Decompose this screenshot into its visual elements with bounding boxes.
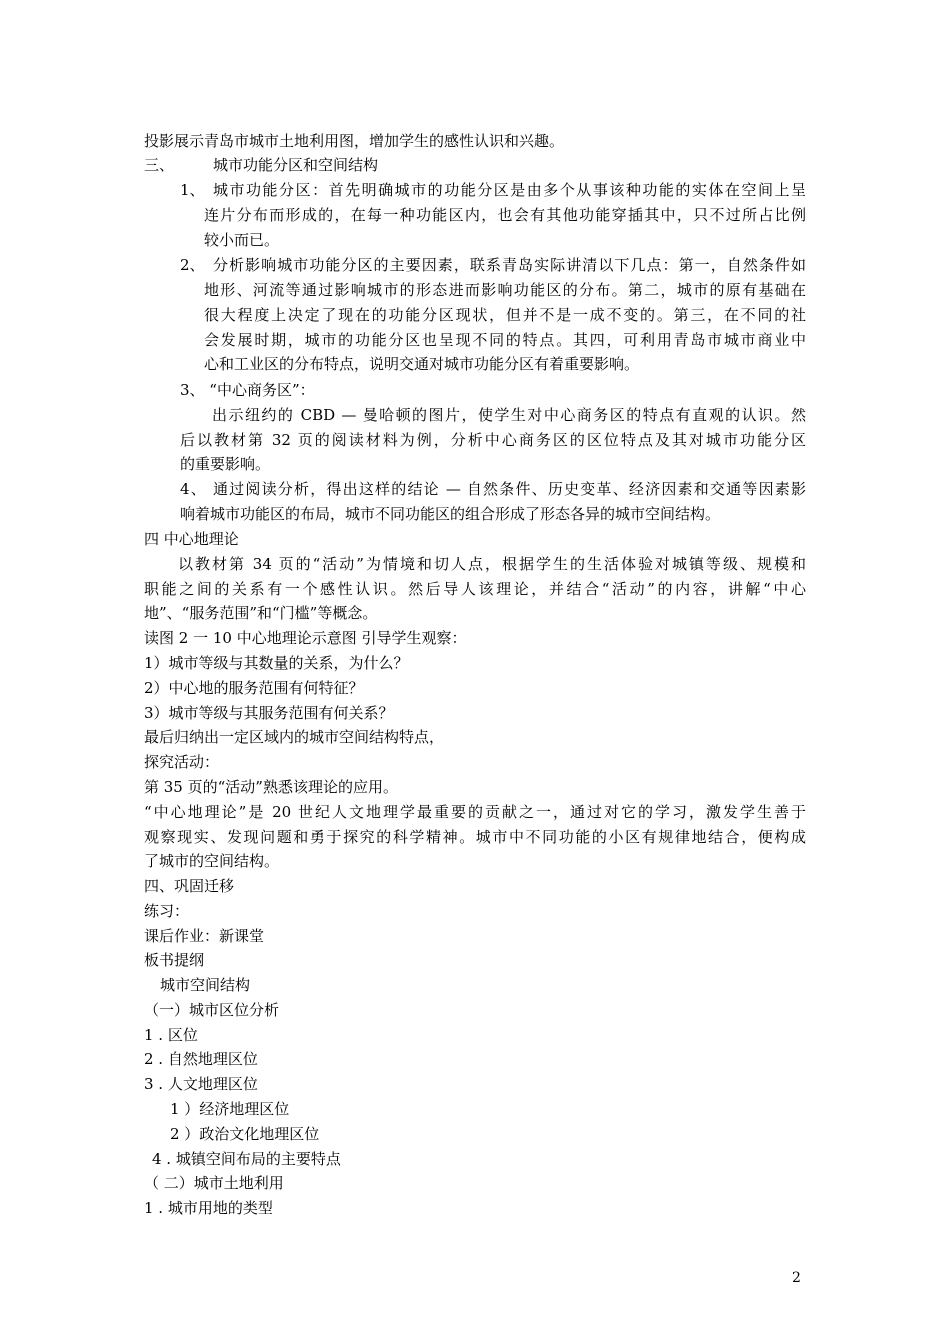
section-heading: 四 中心地理论 bbox=[144, 530, 239, 548]
section-heading: 城市功能分区和空间结构 bbox=[213, 156, 379, 174]
text-line: 连片分布而形成的，在每一种功能区内，也会有其他功能穿插其中，只不过所占比例 bbox=[204, 206, 806, 224]
text-line: 练习： bbox=[144, 902, 190, 920]
text-line: 出示纽约的 CBD — 曼哈顿的图片，使学生对中心商务区的特点有直观的认识。然 bbox=[212, 406, 806, 424]
text-line: 心和工业区的分布特点，说明交通对城市功能分区有着重要影响。 bbox=[204, 355, 640, 373]
text-line: 2）中心地的服务范围有何特征？ bbox=[144, 679, 364, 697]
text-line: 地形、河流等通过影响城市的形态进而影响功能区的分布。第二，城市的原有基础在 bbox=[204, 281, 806, 299]
outline-item: 1 . 区位 bbox=[144, 1026, 198, 1044]
text-line: 投影展示青岛市城市土地利用图，增加学生的感性认识和兴趣。 bbox=[144, 132, 565, 150]
outline-item: 3 . 人文地理区位 bbox=[144, 1075, 258, 1093]
text-line: 很大程度上决定了现在的功能分区现状，但并不是一成不变的。第三，在不同的社 bbox=[204, 306, 806, 324]
text-line: 后以教材第 32 页的阅读材料为例，分析中心商务区的区位特点及其对城市功能分区 bbox=[180, 431, 806, 449]
text-line: 响着城市功能区的布局，城市不同功能区的组合形成了形态各异的城市空间结构。 bbox=[180, 505, 721, 523]
text-line: 以教材第 34 页的“活动”为情境和切人点，根据学生的生活体验对城镇等级、规模和 bbox=[178, 555, 806, 573]
text-line: 会发展时期，城市的功能分区也呈现不同的特点。其四，可利用青岛市城市商业中 bbox=[204, 331, 806, 349]
outline-item: 4 . 城镇空间布局的主要特点 bbox=[152, 1150, 341, 1168]
text-line: 1）城市等级与其数量的关系，为什么？ bbox=[144, 654, 409, 672]
text-line: 地”、“服务范围”和“门槛”等概念。 bbox=[144, 604, 378, 622]
page-number: 2 bbox=[792, 1270, 801, 1286]
text-line: 了城市的空间结构。 bbox=[144, 852, 280, 870]
item-number: 1、 bbox=[180, 181, 205, 199]
section-number: 三、 bbox=[144, 156, 175, 174]
text-line: 分析影响城市功能分区的主要因素，联系青岛实际讲清以下几点：第一，自然条件如 bbox=[213, 256, 806, 274]
text-line: 较小而已。 bbox=[204, 231, 280, 249]
outline-item: （一）城市区位分析 bbox=[144, 1001, 280, 1019]
outline-item: 1 . 城市用地的类型 bbox=[144, 1199, 273, 1217]
text-line: “中心地理论”是 20 世纪人文地理学最重要的贡献之一，通过对它的学习，激发学生善于 bbox=[144, 803, 806, 821]
outline-subitem: 2 ）政治文化地理区位 bbox=[170, 1125, 320, 1143]
section-heading: 四、巩固迁移 bbox=[144, 877, 235, 895]
text-line: 观察现实、发现问题和勇于探究的科学精神。城市中不同功能的小区有规律地结合，便构成 bbox=[144, 828, 806, 846]
text-line: 探究活动： bbox=[144, 753, 220, 771]
outline-title: 城市空间结构 bbox=[160, 976, 251, 994]
item-heading: 3、 “中心商务区”： bbox=[180, 381, 315, 399]
outline-subitem: 1 ）经济地理区位 bbox=[170, 1100, 290, 1118]
text-line: 第 35 页的“活动”熟悉该理论的应用。 bbox=[144, 778, 398, 796]
text-line: 职能之间的关系有一个感性认识。然后导人该理论，并结合“活动”的内容，讲解“中心 bbox=[144, 580, 806, 598]
text-line: 3）城市等级与其服务范围有何关系？ bbox=[144, 704, 394, 722]
text-line: 最后归纳出一定区域内的城市空间结构特点， bbox=[144, 728, 445, 746]
text-line: 读图 2 一 10 中心地理论示意图 引导学生观察： bbox=[144, 629, 467, 647]
outline-item: （ 二）城市土地利用 bbox=[144, 1174, 284, 1192]
item-number: 2、 bbox=[180, 256, 205, 274]
text-line: 城市功能分区：首先明确城市的功能分区是由多个从事该种功能的实体在空间上呈 bbox=[213, 181, 806, 199]
outline-item: 2 . 自然地理区位 bbox=[144, 1050, 258, 1068]
text-line: 4、 通过阅读分析，得出这样的结论 — 自然条件、历史变革、经济因素和交通等因素影 bbox=[180, 480, 806, 498]
text-line: 课后作业：新课堂 bbox=[144, 927, 265, 945]
text-line: 板书提纲 bbox=[144, 951, 205, 969]
text-line: 的重要影响。 bbox=[180, 455, 271, 473]
